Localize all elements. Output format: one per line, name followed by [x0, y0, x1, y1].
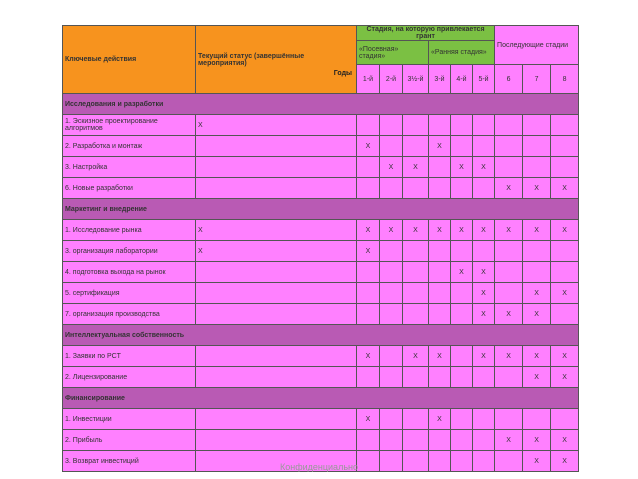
status-cell: X — [196, 241, 357, 262]
year-mark-cell — [551, 304, 579, 325]
year-mark-cell — [551, 262, 579, 283]
subsequent-stages-header: Последующие стадии — [495, 26, 579, 65]
year-mark-cell — [403, 304, 429, 325]
year-mark-cell — [380, 283, 403, 304]
section-row — [63, 94, 579, 115]
table-row — [63, 136, 579, 157]
year-mark-cell: X — [380, 157, 403, 178]
action-label: 2. Прибыль — [63, 430, 196, 451]
year-mark-cell: X — [473, 346, 495, 367]
year-mark-cell: X — [403, 157, 429, 178]
status-cell — [196, 262, 357, 283]
year-mark-cell: X — [403, 346, 429, 367]
year-mark-cell — [495, 136, 523, 157]
years-label: Годы — [333, 70, 352, 77]
status-cell — [196, 304, 357, 325]
status-cell — [196, 346, 357, 367]
year-mark-cell: X — [429, 346, 451, 367]
section-label: Исследования и разработки — [63, 94, 579, 115]
year-mark-cell: X — [429, 409, 451, 430]
year-mark-cell — [451, 283, 473, 304]
table-row — [63, 304, 579, 325]
year-mark-cell: X — [495, 346, 523, 367]
year-mark-cell: X — [523, 346, 551, 367]
year-mark-cell — [451, 136, 473, 157]
table-row — [63, 157, 579, 178]
year-mark-cell — [357, 157, 380, 178]
year-mark-cell: X — [403, 220, 429, 241]
section-row — [63, 388, 579, 409]
year-cell: 2-й — [380, 65, 403, 94]
year-mark-cell — [523, 241, 551, 262]
action-label: 1. Заявки по PCT — [63, 346, 196, 367]
year-mark-cell — [357, 283, 380, 304]
section-row — [63, 325, 579, 346]
year-mark-cell — [380, 346, 403, 367]
seed-stage-header: «Посевная» стадия» — [357, 41, 429, 65]
year-mark-cell — [429, 241, 451, 262]
year-mark-cell: X — [495, 304, 523, 325]
year-mark-cell — [495, 409, 523, 430]
year-mark-cell — [473, 409, 495, 430]
year-mark-cell — [473, 367, 495, 388]
year-mark-cell — [451, 346, 473, 367]
year-mark-cell: X — [523, 367, 551, 388]
year-mark-cell — [357, 262, 380, 283]
table-row — [63, 115, 579, 136]
year-cell: 1-й — [357, 65, 380, 94]
table-row — [63, 367, 579, 388]
year-mark-cell — [403, 430, 429, 451]
action-label: 1. Эскизное проектирование алгоритмов — [63, 115, 196, 136]
year-mark-cell: X — [473, 304, 495, 325]
year-mark-cell — [357, 178, 380, 199]
year-mark-cell — [473, 136, 495, 157]
action-label: 5. сертификация — [63, 283, 196, 304]
year-mark-cell — [451, 367, 473, 388]
year-mark-cell — [357, 367, 380, 388]
table-row — [63, 220, 579, 241]
table-row — [63, 346, 579, 367]
table-row — [63, 262, 579, 283]
section-label: Маркетинг и внедрение — [63, 199, 579, 220]
year-mark-cell — [380, 409, 403, 430]
year-mark-cell: X — [495, 430, 523, 451]
year-mark-cell — [495, 241, 523, 262]
table-row — [63, 178, 579, 199]
year-mark-cell: X — [357, 241, 380, 262]
year-mark-cell — [495, 115, 523, 136]
year-mark-cell — [551, 409, 579, 430]
year-mark-cell — [451, 115, 473, 136]
year-mark-cell — [523, 136, 551, 157]
year-mark-cell: X — [523, 451, 551, 472]
year-mark-cell: X — [523, 430, 551, 451]
year-mark-cell — [429, 430, 451, 451]
year-mark-cell: X — [429, 220, 451, 241]
action-label: 2. Разработка и монтаж — [63, 136, 196, 157]
action-label: 3. организация лаборатории — [63, 241, 196, 262]
year-mark-cell — [357, 115, 380, 136]
year-mark-cell: X — [473, 157, 495, 178]
year-mark-cell: X — [523, 304, 551, 325]
year-mark-cell — [357, 430, 380, 451]
year-mark-cell — [380, 430, 403, 451]
year-mark-cell: X — [551, 451, 579, 472]
action-label: 1. Исследование рынка — [63, 220, 196, 241]
section-label: Интеллектуальная собственность — [63, 325, 579, 346]
year-mark-cell: X — [551, 430, 579, 451]
year-mark-cell — [451, 178, 473, 199]
action-label: 4. подготовка выхода на рынок — [63, 262, 196, 283]
status-cell — [196, 430, 357, 451]
year-mark-cell: X — [551, 346, 579, 367]
status-cell — [196, 157, 357, 178]
year-mark-cell: X — [357, 136, 380, 157]
year-mark-cell: X — [551, 178, 579, 199]
confidential-footer: Конфиденциально — [280, 462, 358, 472]
roadmap-table — [62, 25, 579, 472]
year-mark-cell — [451, 241, 473, 262]
year-mark-cell: X — [523, 220, 551, 241]
early-stage-header: «Ранняя стадия» — [429, 41, 495, 65]
year-mark-cell — [403, 178, 429, 199]
year-cell: 3-й — [429, 65, 451, 94]
year-mark-cell — [380, 367, 403, 388]
year-mark-cell — [523, 262, 551, 283]
section-label: Финансирование — [63, 388, 579, 409]
year-mark-cell — [473, 115, 495, 136]
action-label: 7. организация производства — [63, 304, 196, 325]
key-actions-header: Ключевые действия — [63, 26, 196, 94]
year-mark-cell: X — [523, 178, 551, 199]
year-mark-cell — [380, 304, 403, 325]
year-mark-cell — [403, 409, 429, 430]
year-mark-cell: X — [357, 220, 380, 241]
status-cell: X — [196, 115, 357, 136]
grant-stage-header: Стадия, на которую привлекается грант — [357, 26, 495, 41]
year-mark-cell — [403, 115, 429, 136]
year-mark-cell — [495, 283, 523, 304]
year-mark-cell — [473, 430, 495, 451]
year-mark-cell — [551, 115, 579, 136]
action-label: 6. Новые разработки — [63, 178, 196, 199]
action-label: 2. Лицензирование — [63, 367, 196, 388]
year-cell: 4-й — [451, 65, 473, 94]
year-mark-cell — [380, 241, 403, 262]
year-cell: 8 — [551, 65, 579, 94]
year-mark-cell — [495, 367, 523, 388]
action-label: 1. Инвестиции — [63, 409, 196, 430]
year-mark-cell: X — [380, 220, 403, 241]
year-mark-cell: X — [357, 409, 380, 430]
year-mark-cell — [429, 304, 451, 325]
year-cell: 3½-й — [403, 65, 429, 94]
year-mark-cell — [380, 178, 403, 199]
status-cell: X — [196, 220, 357, 241]
action-label: 3. Настройка — [63, 157, 196, 178]
year-mark-cell: X — [357, 346, 380, 367]
year-mark-cell — [429, 262, 451, 283]
year-mark-cell — [429, 283, 451, 304]
year-mark-cell — [523, 157, 551, 178]
year-mark-cell — [403, 136, 429, 157]
year-mark-cell — [495, 262, 523, 283]
year-mark-cell — [551, 157, 579, 178]
year-mark-cell — [380, 136, 403, 157]
year-mark-cell — [523, 115, 551, 136]
year-mark-cell: X — [495, 220, 523, 241]
year-mark-cell — [403, 283, 429, 304]
year-mark-cell — [473, 178, 495, 199]
year-mark-cell — [380, 115, 403, 136]
year-cell: 5-й — [473, 65, 495, 94]
year-mark-cell — [451, 304, 473, 325]
year-mark-cell: X — [473, 262, 495, 283]
year-mark-cell: X — [451, 220, 473, 241]
year-mark-cell — [451, 430, 473, 451]
year-mark-cell: X — [551, 367, 579, 388]
year-mark-cell — [429, 178, 451, 199]
year-mark-cell — [380, 262, 403, 283]
action-label: 3. Возврат инвестиций — [63, 451, 196, 472]
year-cell: 7 — [523, 65, 551, 94]
year-mark-cell — [429, 115, 451, 136]
year-mark-cell: X — [451, 157, 473, 178]
year-mark-cell: X — [473, 283, 495, 304]
table-row — [63, 241, 579, 262]
year-mark-cell: X — [429, 136, 451, 157]
year-mark-cell: X — [495, 178, 523, 199]
year-mark-cell — [403, 262, 429, 283]
year-mark-cell: X — [523, 283, 551, 304]
table-row — [63, 430, 579, 451]
year-mark-cell — [429, 367, 451, 388]
year-mark-cell: X — [451, 262, 473, 283]
status-cell — [196, 178, 357, 199]
year-mark-cell — [551, 136, 579, 157]
section-row — [63, 199, 579, 220]
year-mark-cell — [473, 241, 495, 262]
year-mark-cell — [403, 241, 429, 262]
year-mark-cell — [551, 241, 579, 262]
current-status-header: Текущий статус (завершённые мероприятия) — [196, 26, 357, 94]
year-mark-cell: X — [551, 220, 579, 241]
status-cell — [196, 283, 357, 304]
year-mark-cell — [451, 409, 473, 430]
year-mark-cell — [495, 157, 523, 178]
year-mark-cell — [429, 157, 451, 178]
year-mark-cell: X — [551, 283, 579, 304]
status-cell — [196, 409, 357, 430]
year-cell: 6 — [495, 65, 523, 94]
year-mark-cell — [403, 367, 429, 388]
year-mark-cell — [523, 409, 551, 430]
year-mark-cell: X — [473, 220, 495, 241]
year-mark-cell — [357, 304, 380, 325]
table-row — [63, 409, 579, 430]
status-cell — [196, 367, 357, 388]
table-row — [63, 283, 579, 304]
status-cell — [196, 136, 357, 157]
